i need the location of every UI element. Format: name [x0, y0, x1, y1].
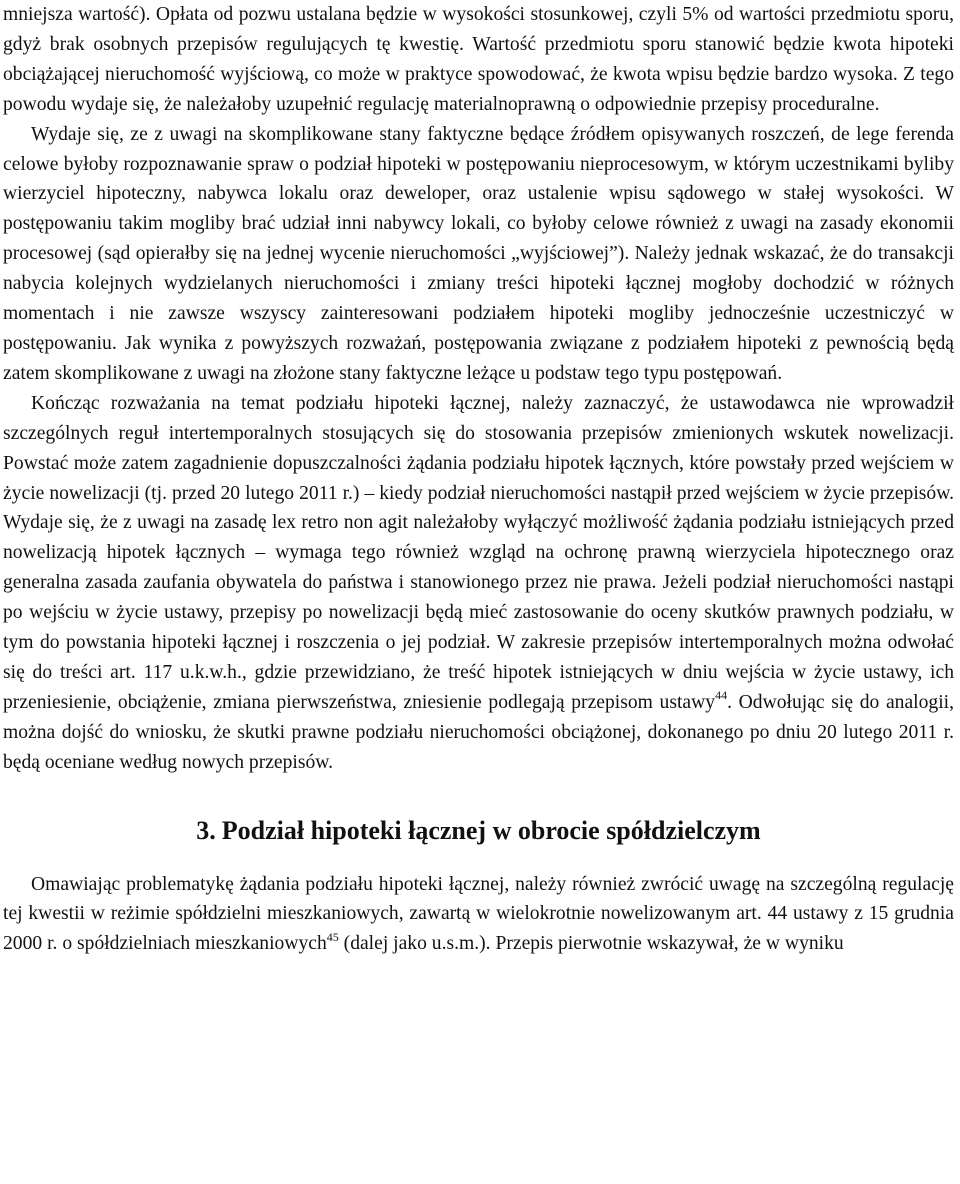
section-number: 3. [196, 815, 216, 845]
paragraph-1-text: mniejsza wartość). Opłata od pozwu ustalana będzie w wysokości stosunkowej, czyli 5% od wartości przedmiotu sporu, gdyż brak osobnych przepisów regulujących tę kwestię. Wartość przedmiotu sporu stanowić będzie kwota hipoteki obciążającej nieruchomość wyjściową, co może w praktyce spowodować, że kwota wpisu będzie bardzo wysoka. Z tego powodu wydaje się, że należałoby uzupełnić regulację materialnoprawną o odpowiednie przepisy proceduralne. [3, 4, 954, 115]
paragraph-3 [3, 389, 954, 778]
paragraph-1 [3, 0, 954, 120]
section-title: Podział hipoteki łącznej w obrocie spółdzielczym [221, 815, 761, 845]
paragraph-4-text-b: (dalej jako u.s.m.). Przepis pierwotnie wskazywał, że w wyniku [338, 933, 844, 955]
paragraph-4-text-a: Omawiając problematykę żądania podziału hipoteki łącznej, należy również zwrócić uwagę na szczególną regulację tej kwestii w reżimie spółdzielni mieszkaniowych, zawartą w wielokrotnie nowelizowanym art. 44 ustawy z 15 grudnia 2000 r. o spółdzielniach mieszkaniowych [3, 873, 954, 955]
paragraph-2-text: Wydaje się, ze z uwagi na skomplikowane stany faktyczne będące źródłem opisywanych roszczeń, de lege ferenda celowe byłoby rozpoznawanie spraw o podział hipoteki w postępowaniu nieprocesowym, w którym uczestnikami byliby wierzyciel hipoteczny, nabywca lokalu oraz deweloper, oraz ustalenie wpisu sądowego w stałej wysokości. W postępowaniu takim mogliby brać udział inni nabywcy lokali, co byłoby celowe również z uwagi na zasady ekonomii procesowej (sąd opierałby się na jednej wycenie nieruchomości „wyjściowej”). Należy jednak wskazać, że do transakcji nabycia kolejnych wydzielanych nieruchomości i zmiany treści hipoteki łącznej mogłoby dochodzić w różnych momentach i nie zawsze wszyscy zainteresowani podziałem hipoteki mogliby jednocześnie uczestniczyć w postępowaniu. Jak wynika z powyższych rozważań, postępowania związane z podziałem hipoteki z pewnością będą zatem skomplikowane z uwagi na złożone stany faktyczne leżące u podstaw tego typu postępowań. [3, 123, 954, 384]
section-heading [3, 815, 954, 847]
footnote-ref-45[interactable]: 45 [326, 929, 339, 944]
footnote-ref-44[interactable]: 44 [715, 688, 728, 703]
paragraph-3-text-b: . Odwołując się do analogii, można dojść do wniosku, że skutki prawne podziału nieruchomości obciążonej, dokonanego po dniu 20 lutego 2011 r. będą oceniane według nowych przepisów. [3, 691, 954, 773]
paragraph-2 [3, 120, 954, 389]
paragraph-4 [3, 870, 954, 960]
paragraph-3-text-a: Kończąc rozważania na temat podziału hipoteki łącznej, należy zaznaczyć, że ustawodawca nie wprowadził szczególnych reguł intertemporalnych stosujących się do stosowania przepisów zmienionych wskutek nowelizacji. Powstać może zatem zagadnienie dopuszczalności żądania podziału hipotek łącznych, które powstały przed wejściem w życie nowelizacji (tj. przed 20 lutego 2011 r.) – kiedy podział nieruchomości nastąpił przed wejściem w życie przepisów. Wydaje się, że z uwagi na zasadę lex retro non agit należałoby wyłączyć możliwość żądania podziału istniejących przed nowelizacją hipotek łącznych – wymaga tego również wzgląd na ochronę prawną wierzyciela hipotecznego oraz generalna zasada zaufania obywatela do państwa i stanowionego przez nie prawa. Jeżeli podział nieruchomości nastąpi po wejściu w życie ustawy, przepisy po nowelizacji będą mieć zastosowanie do oceny skutków prawnych podziału, w tym do powstania hipoteki łącznej i roszczenia o jej podział. W zakresie przepisów intertemporalnych można odwołać się do treści art. 117 u.k.w.h., gdzie przewidziano, że treść hipotek istniejących w dniu wejścia w życie ustawy, ich przeniesienie, obciążenie, zmiana pierwszeństwa, zniesienie podlegają przepisom ustawy [3, 392, 954, 713]
